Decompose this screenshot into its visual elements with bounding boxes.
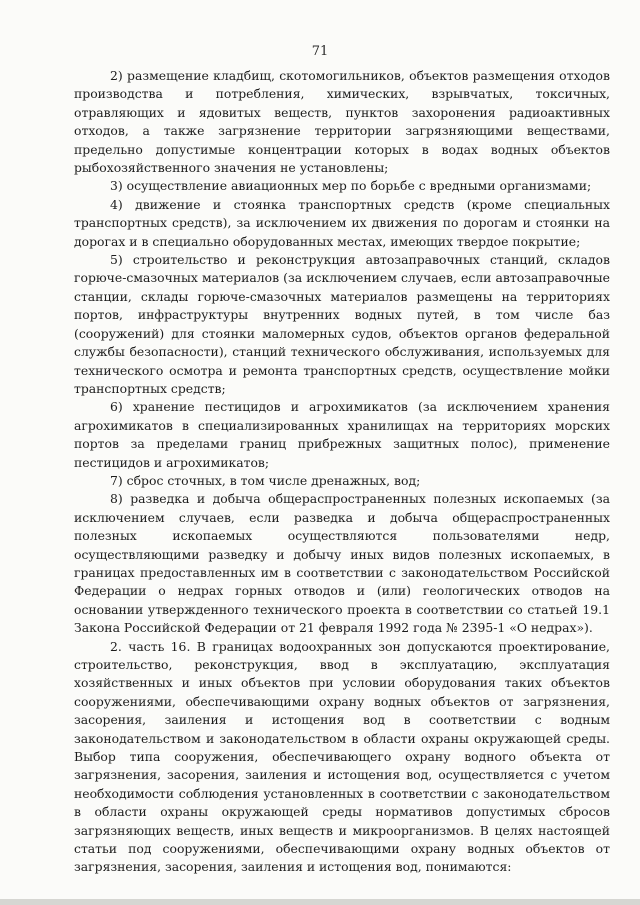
document-body (74, 67, 610, 877)
paragraph-item-2: 2) размещение кладбищ, скотомогильников, объектов размещения отходов производства и потребления, химических, взрывчатых, токсичных, отравляющих и ядовитых веществ, пунктов захоронения радиоактивных отходов, а также загрязнение территории загрязняющими веществами, предельно допустимые концентрации которых в водах водных объектов рыбохозяйственного значения не установлены; (74, 68, 610, 176)
paragraph-item-6: 6) хранение пестицидов и агрохимикатов (за исключением хранения агрохимикатов в специализированных хранилищах на территориях морских портов за пределами границ прибрежных защитных полос), применение пестицидов и агрохимикатов; (74, 399, 610, 470)
paragraph-part-16: 2. часть 16. В границах водоохранных зон допускаются проектирование, строительство, реконструкция, ввод в эксплуатацию, эксплуатация хозяйственных и иных объектов при условии оборудования таких объектов сооружениями, обеспечивающими охрану водных объектов от загрязнения, засорения, заиления и истощения вод в соответствии с водным законодательством и законодательством в области охраны окружающей среды. Выбор типа сооружения, обеспечивающего охрану водного объекта от загрязнения, засорения, заиления и истощения вод, осуществляется с учетом необходимости соблюдения установленных в соответствии с законодательством в области охраны окружающей среды нормативов допустимых сбросов загрязняющих веществ, иных веществ и микроорганизмов. В целях настоящей статьи под сооружениями, обеспечивающими охрану водных объектов от загрязнения, засорения, заиления и истощения вод, понимаются: (74, 638, 610, 875)
paragraph-item-7: 7) сброс сточных, в том числе дренажных, вод; (110, 472, 421, 488)
paragraph-item-4: 4) движение и стоянка транспортных средств (кроме специальных транспортных средств), за исключением их движения по дорогам и стоянки на дорогах и в специально оборудованных местах, имеющих твердое покрытие; (74, 196, 610, 249)
paragraph-item-3: 3) осуществление авиационных мер по борьбе с вредными организмами; (110, 178, 592, 194)
scan-bottom-edge (0, 899, 640, 905)
paragraph-item-5: 5) строительство и реконструкция автозаправочных станций, складов горюче-смазочных материалов (за исключением случаев, если автозаправочные станции, склады горюче-смазочных материалов размещены на территориях портов, инфраструктуры внутренних водных путей, в том числе баз (сооружений) для стоянки маломерных судов, объектов органов федеральной службы безопасности), станций технического обслуживания, используемых для технического осмотра и ремонта транспортных средств, осуществление мойки транспортных средств; (74, 252, 610, 396)
paragraph-item-8: 8) разведка и добыча общераспространенных полезных ископаемых (за исключением случаев, если разведка и добыча общераспространенных полезных ископаемых осуществляются пользователями недр, осуществляющими разведку и добычу иных видов полезных ископаемых, в границах предоставленных им в соответствии с законодательством Российской Федерации о недрах горных отводов и (или) геологических отводов на основании утвержденного технического проекта в соответствии со статьей 19.1 Закона Российской Федерации от 21 февраля 1992 года № 2395-1 «О недрах»). (74, 491, 610, 636)
page-number: 71 (311, 44, 329, 59)
